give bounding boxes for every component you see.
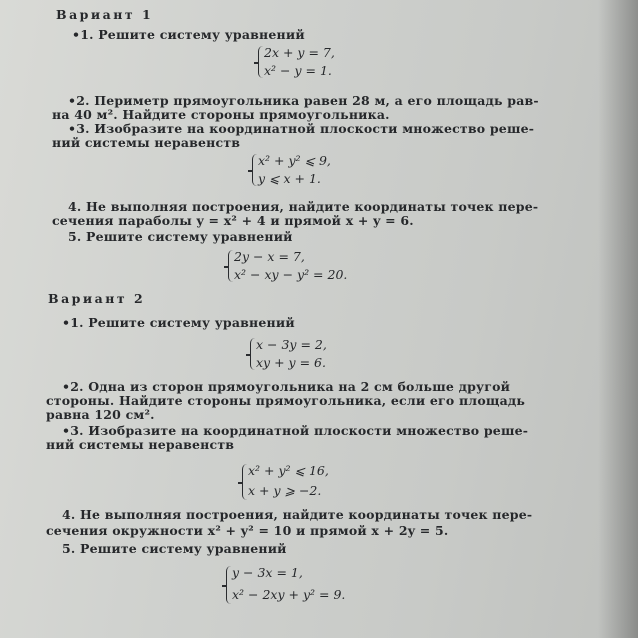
v1-task1-label: •1. Решите систему уравнений [72,27,305,42]
v1-task4-line2: сечения параболы y = x² + 4 и прямой x + y = 6. [52,213,414,228]
variant-1-heading: Вариант 1 [56,7,154,22]
v2-task1-eq2: xy + y = 6. [256,355,326,370]
v2-task3-eq1: x² + y² ⩽ 16, [248,463,329,478]
v2-task3-brace [242,464,247,500]
page-edge-shadow [598,0,638,638]
v2-task1-label: •1. Решите систему уравнений [62,315,295,330]
v1-task3-line2: ний системы неравенств [52,135,241,150]
v2-task5-eq1: y − 3x = 1, [232,565,303,580]
v2-task4-line2: сечения окружности x² + y² = 10 и прямой x + 2y = 5. [46,523,449,538]
v1-task3-brace [252,154,257,186]
v1-task4-line1: 4. Не выполняя построения, найдите координаты точек пере- [68,199,539,214]
v2-task2-line3: равна 120 см². [46,407,155,422]
v1-task3-eq2: y ⩽ x + 1. [258,171,321,186]
v2-task5-label: 5. Решите систему уравнений [62,541,287,556]
v1-task2-line1: •2. Периметр прямоугольника равен 28 м, а его площадь рав- [68,93,539,108]
v2-task3-eq2: x + y ⩾ −2. [248,483,322,498]
v2-task1-brace [250,338,255,370]
v2-task2-line2: стороны. Найдите стороны прямоугольника, если его площадь [46,393,526,408]
v1-task2-line2: на 40 м². Найдите стороны прямоугольника. [52,107,390,122]
v1-task3-eq1: x² + y² ⩽ 9, [258,153,331,168]
v1-task3-line1: •3. Изобразите на координатной плоскости множество реше- [68,121,535,136]
variant-2-heading: Вариант 2 [48,291,146,306]
v1-task1-brace [258,46,263,78]
v1-task5-eq1: 2y − x = 7, [234,249,305,264]
v2-task5-eq2: x² − 2xy + y² = 9. [232,587,346,602]
v1-task5-label: 5. Решите систему уравнений [68,229,293,244]
v1-task5-eq2: x² − xy − y² = 20. [234,267,348,282]
v2-task1-eq1: x − 3y = 2, [256,337,327,352]
v2-task3-line2: ний системы неравенств [46,437,235,452]
v2-task3-line1: •3. Изобразите на координатной плоскости множество реше- [62,423,529,438]
v1-task1-eq1: 2x + y = 7, [264,45,335,60]
v1-task1-eq2: x² − y = 1. [264,63,332,78]
v2-task2-line1: •2. Одна из сторон прямоугольника на 2 см больше другой [62,379,511,394]
v2-task5-brace [226,566,231,604]
v2-task4-line1: 4. Не выполняя построения, найдите координаты точек пере- [62,507,533,522]
v1-task5-brace [228,250,233,282]
